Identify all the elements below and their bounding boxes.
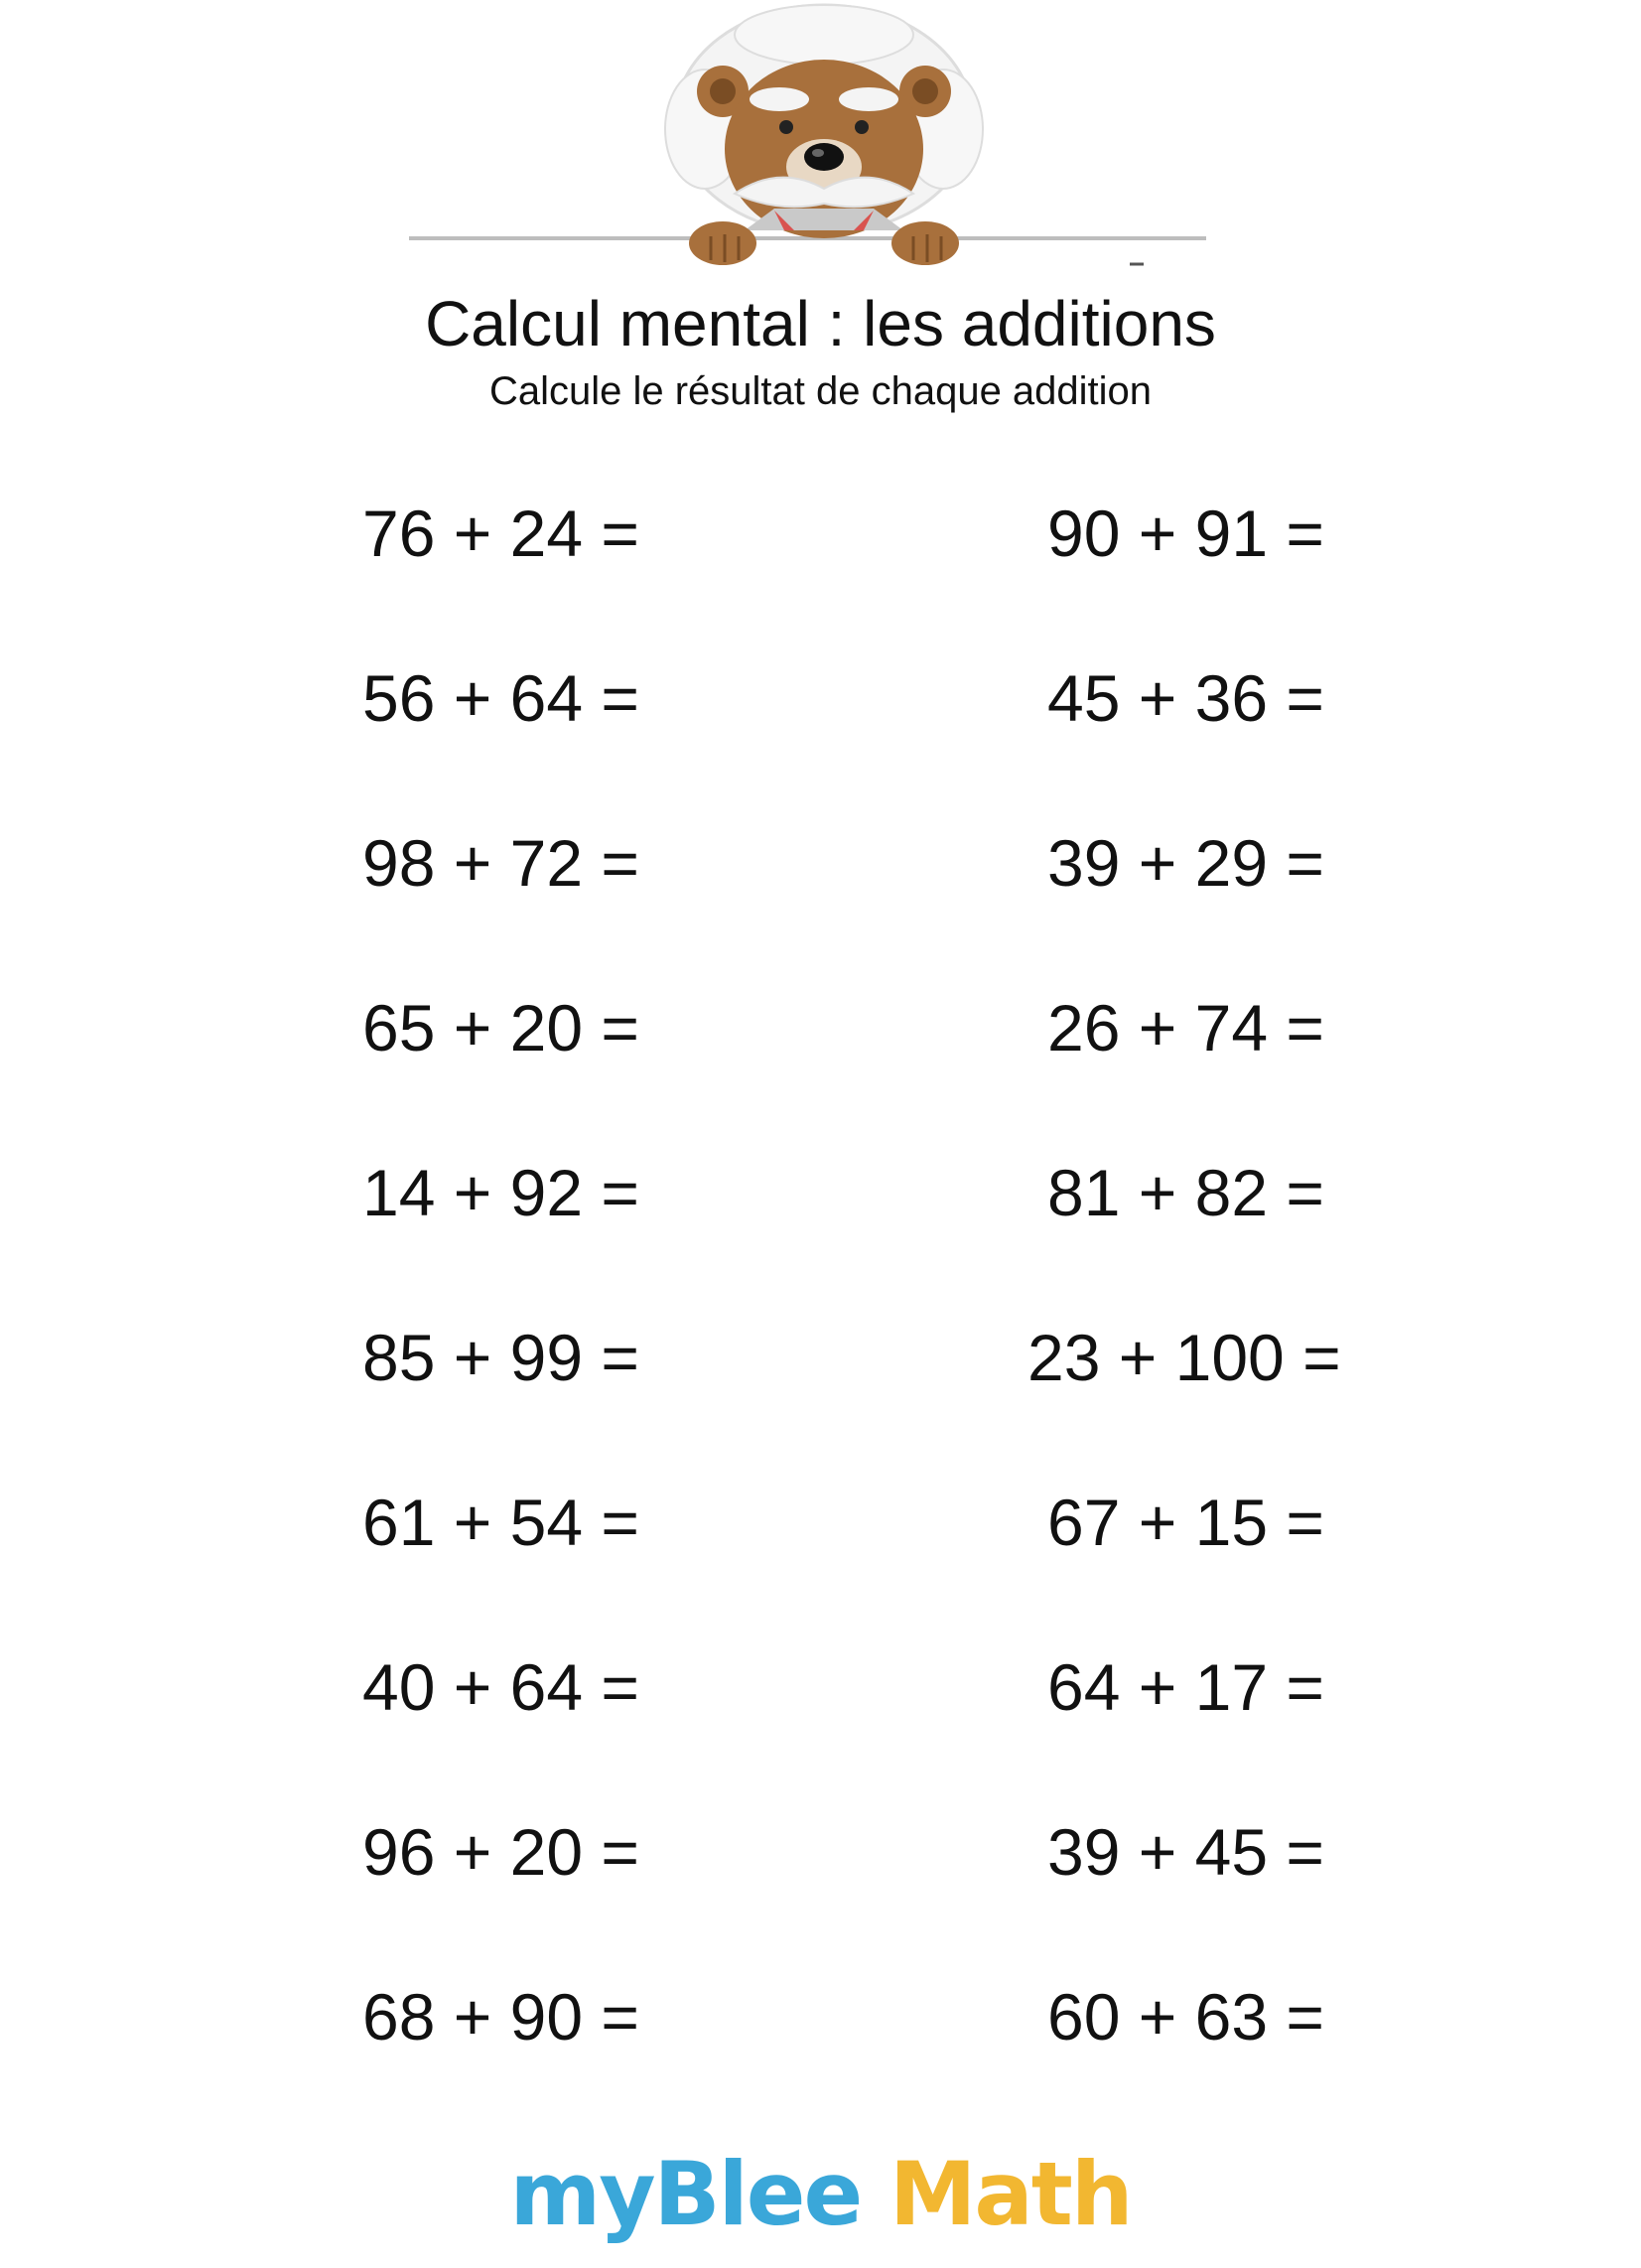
- problem-right-4: 26 + 74 =: [1047, 991, 1324, 1064]
- problem-left-5: 14 + 92 =: [362, 1156, 639, 1229]
- problem-right-7: 67 + 15 =: [1047, 1486, 1324, 1559]
- problem-right-9: 39 + 45 =: [1047, 1815, 1324, 1889]
- bear-mascot-icon: [407, 0, 1241, 273]
- problem-left-4: 65 + 20 =: [362, 991, 639, 1064]
- problem-left-3: 98 + 72 =: [362, 826, 639, 900]
- problem-right-8: 64 + 17 =: [1047, 1650, 1324, 1724]
- brand-logo: [0, 2145, 1641, 2244]
- problem-left-6: 85 + 99 =: [362, 1321, 639, 1394]
- problem-right-5: 81 + 82 =: [1047, 1156, 1324, 1229]
- problem-left-9: 96 + 20 =: [362, 1815, 639, 1889]
- problem-left-10: 68 + 90 =: [362, 1980, 639, 2054]
- logo-part-math: Math: [889, 2143, 1132, 2245]
- page-title: Calcul mental : les additions: [425, 288, 1216, 359]
- problem-left-7: 61 + 54 =: [362, 1486, 639, 1559]
- problem-left-2: 56 + 64 =: [362, 661, 639, 735]
- problem-left-1: 76 + 24 =: [362, 496, 639, 570]
- problem-right-2: 45 + 36 =: [1047, 661, 1324, 735]
- problem-right-10: 60 + 63 =: [1047, 1980, 1324, 2054]
- problem-right-3: 39 + 29 =: [1047, 826, 1324, 900]
- logo-part-myblee: myBlee: [509, 2143, 862, 2245]
- problem-right-1: 90 + 91 =: [1047, 496, 1324, 570]
- page-subtitle: Calcule le résultat de chaque addition: [488, 369, 1153, 413]
- problem-right-6: 23 + 100 =: [1027, 1321, 1341, 1394]
- problem-left-8: 40 + 64 =: [362, 1650, 639, 1724]
